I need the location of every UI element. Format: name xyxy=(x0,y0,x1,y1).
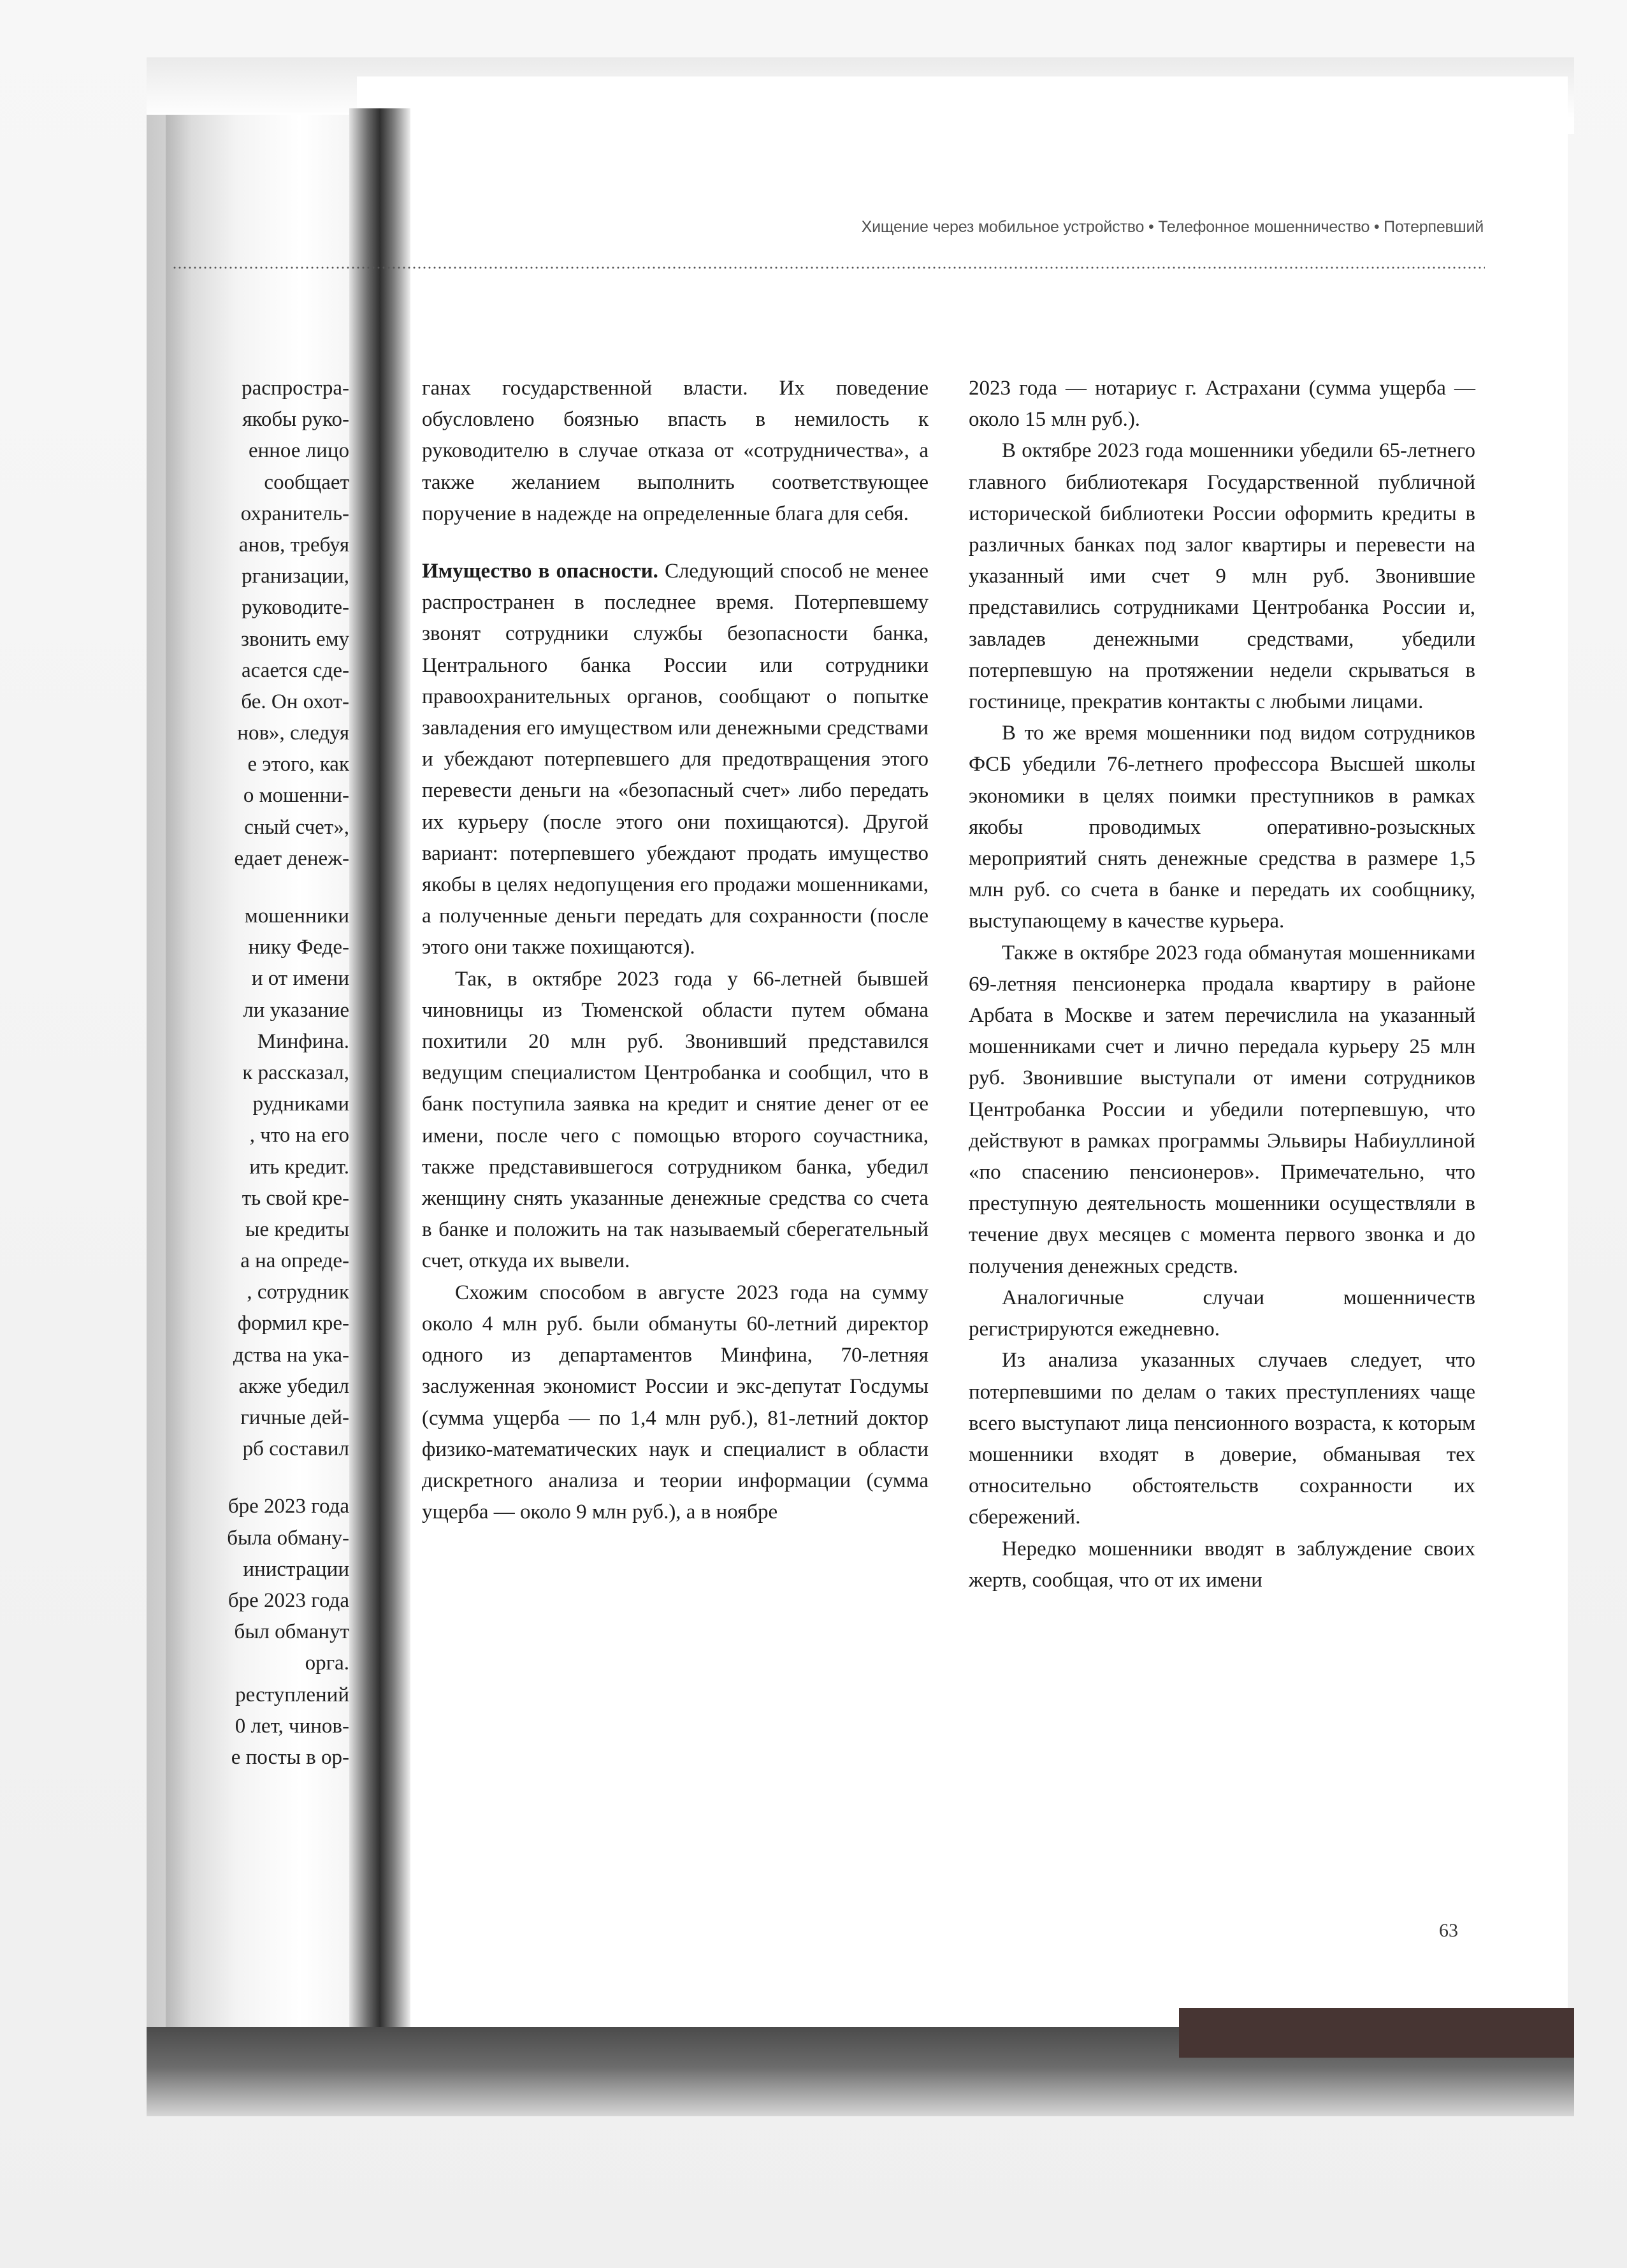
paragraph: В то же время мошенники под видом сотрудников ФСБ убедили 76-летнего профессора Высшей школы экономики в целях поимки преступников в рамках якобы проводимых оперативно-розыскных мероприятий снять денежные средства в размере 1,5 млн руб. со счета в банке и передать их сообщнику, выступающему в качестве курьера. xyxy=(969,722,1475,933)
left-line: едает денеж- xyxy=(234,847,349,870)
book-gutter xyxy=(349,108,410,2072)
left-line: гичные дей- xyxy=(240,1406,349,1429)
left-paragraph-gap xyxy=(158,875,349,901)
paragraph: Схожим способом в августе 2023 года на сумму около 4 млн руб. были обмануты 60-летний директор одного из департаментов Минфина, 70-летняя заслуженная экономист России и экс-депутат Госдумы (сумма ущерба — по 1,4 млн руб.), 81-летний доктор физико-математических наук и специалист в области дискретного анализа и теории информации (сумма ущерба — около 9 млн руб.), а в ноябре xyxy=(422,1281,929,1524)
left-line: к рассказал, xyxy=(242,1061,349,1084)
text-column-left xyxy=(422,373,929,1528)
left-line: нов», следуя xyxy=(237,722,349,745)
left-line: , сотрудник xyxy=(247,1281,349,1304)
left-line: и от имени xyxy=(251,967,349,991)
left-line: рганизации, xyxy=(242,565,349,588)
paragraph: В октябре 2023 года мошенники убедили 65-летнего главного библиотекаря Государственной публичной исторической библиотеки России оформить кредиты в различных банках под залог квартиры и перевести на указанный ими счет 9 млн руб. Звонившие представились сотрудниками Центробанка России и, завладев денежными средствами, убедили потерпевшую на протяжении недели скрываться в гостинице, прекратив контакты с любыми лицами. xyxy=(969,439,1475,714)
text-column-right xyxy=(969,373,1475,1596)
left-line: дства на ука- xyxy=(233,1343,349,1367)
left-line: бре 2023 года xyxy=(228,1588,349,1612)
left-line: акже убедил xyxy=(238,1374,349,1398)
left-line: ть свой кре- xyxy=(242,1186,349,1210)
section-lead-heading: Имущество в опасности. xyxy=(422,560,658,583)
left-line: рудниками xyxy=(252,1093,349,1116)
left-line: е посты в ор- xyxy=(231,1745,349,1769)
left-line: сный счет», xyxy=(244,815,349,839)
left-line: руководите- xyxy=(242,596,349,620)
left-line: инистрации xyxy=(243,1557,349,1581)
paragraph: Нередко мошенники вводят в заблуждение своих жертв, сообщая, что от их имени xyxy=(969,1537,1475,1592)
left-line: 0 лет, чинов- xyxy=(235,1714,349,1738)
paragraph: 2023 года — нотариус г. Астрахани (сумма ущерба — около 15 млн руб.). xyxy=(969,377,1475,432)
left-line: реступлений xyxy=(235,1683,349,1706)
left-line: е этого, как xyxy=(247,753,349,776)
section-lead-text: Следующий способ не менее распространен в последнее время. Потерпевшему звонят сотрудники службы безопасности банка, Центрального банка России или сотрудники правоохранительных органов, сообщают о попытке завладения его имуществом или денежными средствами и убеждают потерпевшего для предотвращения этого перевести деньги на «безопасный счет» либо передать их курьеру (после этого они похищаются). Другой вариант: потерпевшего убеждают продать имущество якобы в целях недопущения его продажи мошенниками, а полученные деньги передать для сохранности (после этого они также похищаются). xyxy=(422,560,929,959)
left-line: Минфина. xyxy=(257,1029,349,1053)
left-line: звонить ему xyxy=(241,627,349,651)
left-page-text xyxy=(158,373,349,1773)
dotted-rule xyxy=(172,266,1485,269)
left-line: охранитель- xyxy=(240,502,349,525)
left-line: анов, требуя xyxy=(238,533,349,556)
paragraph: Так, в октябре 2023 года у 66-летней бывшей чиновницы из Тюменской области путем обмана похитили 20 млн руб. Звонивший представился ведущим специалистом Центробанка и сообщил, что в банк поступила заявка на кредит и снятие денег от ее имени, после чего с помощью второго соучастника, также представившегося сотрудником банка, убедил женщину снять указанные денежные средства со счета в банке и положить на так называемый сберегательный счет, откуда их вывели. xyxy=(422,967,929,1273)
left-line: мошенники xyxy=(244,905,349,927)
left-line: распростра- xyxy=(242,377,349,400)
paragraph: Также в октябре 2023 года обманутая мошенниками 69-летняя пенсионерка продала квартиру в районе Арбата в Москве и затем перечислила на указанный мошенниками счет и лично передала курьеру 25 млн руб. Звонившие выступали от имени сотрудников Центробанка России и убедили потерпевшую, что действуют в рамках программы Эльвиры Набиуллиной «по спасению пенсионеров». Примечательно, что преступную деятельность мошенники осуществляли в течение двух месяцев с момента первого звонка и до получения денежных средств. xyxy=(969,941,1475,1278)
paragraph: Из анализа указанных случаев следует, что потерпевшими по делам о таких преступлениях чаще всего выступают лица пенсионного возраста, к которым мошенники входят в доверие, обманывая тех относительно обстоятельств сохранности их сбережений. xyxy=(969,1349,1475,1529)
running-head: Хищение через мобильное устройство • Телефонное мошенничество • Потерпевший xyxy=(861,218,1484,236)
bottom-surface xyxy=(1179,2008,1574,2058)
left-line: рб составил xyxy=(242,1437,349,1461)
left-line: был обманут xyxy=(234,1620,349,1644)
left-line: асается сде- xyxy=(242,658,349,682)
paragraph: Аналогичные случаи мошенничеств регистрируются ежедневно. xyxy=(969,1286,1475,1341)
left-line: ли указание xyxy=(243,998,349,1022)
left-line: якобы руко- xyxy=(242,408,349,432)
left-line: , что на его xyxy=(249,1124,349,1147)
left-line: бе. Он охот- xyxy=(241,690,349,713)
left-line: енное лицо xyxy=(248,439,349,463)
left-line: нику Феде- xyxy=(248,936,349,959)
left-line: сообщает xyxy=(264,470,349,494)
left-line: ить кредит. xyxy=(249,1155,349,1179)
paragraph-gap xyxy=(422,530,929,556)
paragraph-section-lead xyxy=(422,556,929,964)
page-number: 63 xyxy=(1439,1920,1458,1941)
left-paragraph-gap xyxy=(158,1465,349,1491)
left-line: ые кредиты xyxy=(245,1218,349,1241)
left-line: орга. xyxy=(305,1652,349,1675)
left-line: о мошенни- xyxy=(243,784,349,808)
left-line: формил кре- xyxy=(237,1312,349,1335)
left-line: бре 2023 года xyxy=(228,1495,349,1518)
left-line: а на опреде- xyxy=(240,1249,349,1273)
left-line: была обману- xyxy=(227,1526,349,1550)
paragraph: ганах государственной власти. Их поведение обусловлено боязнью впасть в немилость к руководителю в случае отказа от «сотрудничества», а также желанием выполнить соответствующее поручение в надежде на определенные блага для себя. xyxy=(422,377,929,525)
